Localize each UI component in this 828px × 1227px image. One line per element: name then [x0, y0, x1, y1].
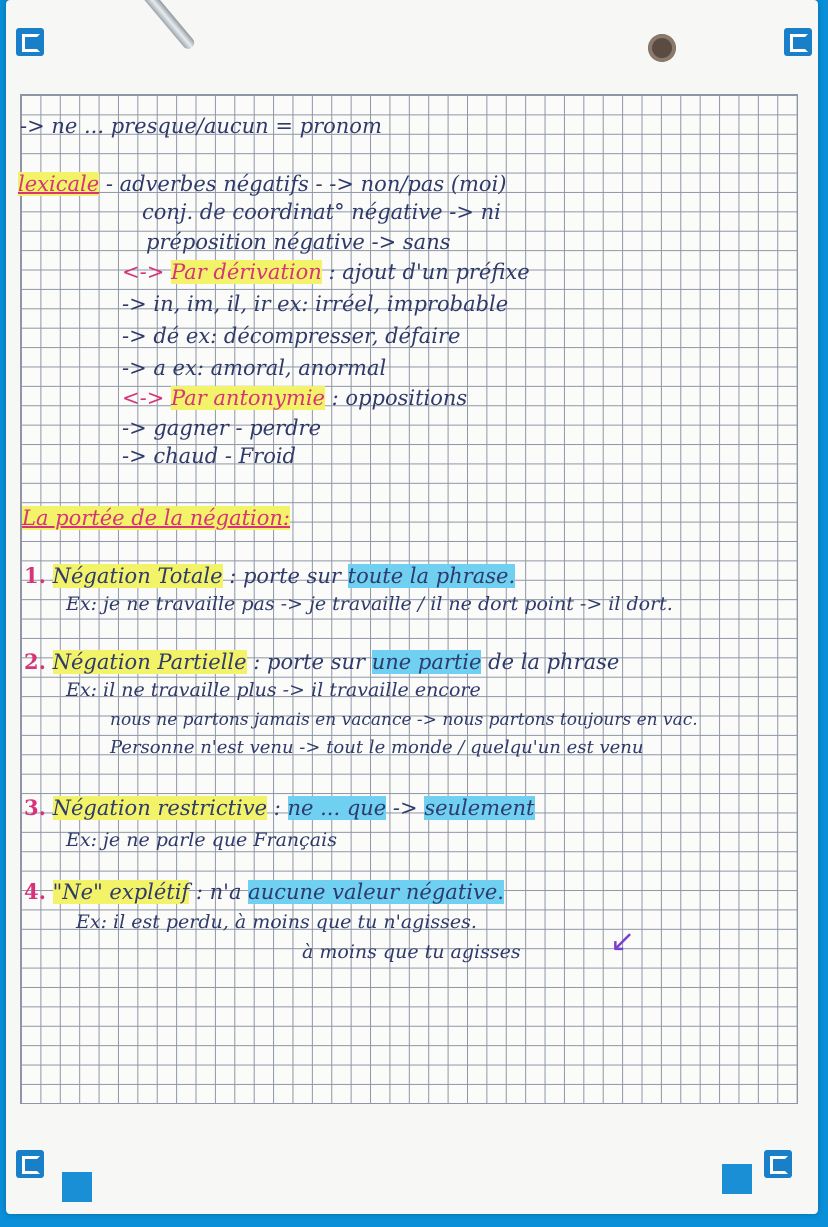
line-chaud: -> chaud - Froid [122, 444, 296, 468]
line-ex-3: Ex: je ne parle que Français [66, 829, 337, 851]
line-ex-4-b: à moins que tu agisses [302, 941, 521, 963]
line-lexicale [18, 172, 507, 196]
punch-hole [648, 34, 676, 62]
line-de: -> dé ex: décompresser, défaire [122, 324, 461, 348]
notebook-page [6, 0, 818, 1214]
text-adverbes: - adverbes négatifs - -> non/pas (moi) [105, 172, 507, 196]
text-negation-totale: Négation Totale [52, 564, 223, 588]
text-seulement: seulement [424, 796, 535, 820]
line-negation-totale [24, 564, 515, 588]
line-conj: conj. de coordinat° négative -> ni [142, 200, 501, 224]
text-toute-la-phrase: toute la phrase. [347, 564, 516, 588]
number-4: 4. [24, 879, 46, 904]
line-ex-2: Ex: il ne travaille plus -> il travaille encore [66, 679, 481, 701]
corner-logo-icon [16, 28, 44, 56]
line-a: -> a ex: amoral, anormal [122, 356, 387, 380]
number-1: 1. [24, 563, 46, 588]
heading-portee: La portée de la négation: [22, 506, 291, 530]
corner-logo-icon [764, 1150, 792, 1178]
arrow-icon: <-> [122, 386, 165, 410]
line-derivation [122, 260, 530, 284]
number-3: 3. [24, 795, 46, 820]
text-negation-restrictive: Négation restrictive [52, 796, 268, 820]
corner-logo-icon [16, 1150, 44, 1178]
line-ex-2-jamais: nous ne partons jamais en vacance -> nous partons toujours en vac. [110, 710, 698, 730]
text-porte-sur: : porte sur [253, 650, 366, 674]
text-antonymie: Par antonymie [170, 386, 325, 410]
blue-square [62, 1172, 92, 1202]
text-une-partie: une partie [371, 650, 482, 674]
line-presque: -> ne ... presque/aucun = pronom [20, 114, 382, 138]
line-antonymie [122, 386, 467, 410]
text-na: : n'a [195, 880, 242, 904]
text-ne-expletif: "Ne" explétif [52, 880, 190, 904]
text-colon: : [273, 796, 281, 820]
text-arrow: -> [392, 796, 418, 820]
blue-square [722, 1164, 752, 1194]
curved-arrow-icon: ↙ [610, 924, 636, 959]
line-negation-restrictive [24, 796, 535, 820]
arrow-icon: <-> [122, 260, 165, 284]
line-ex-2-personne: Personne n'est venu -> tout le monde / quelqu'un est venu [110, 737, 644, 758]
line-gagner: -> gagner - perdre [122, 416, 322, 440]
text-ne-que: ne ... que [287, 796, 387, 820]
heading-lexicale: lexicale [18, 172, 100, 196]
text-aucune-valeur: aucune valeur négative. [248, 880, 504, 904]
corner-logo-icon [784, 28, 812, 56]
line-ex-1: Ex: je ne travaille pas -> je travaille / il ne dort point -> il dort. [66, 593, 673, 615]
line-ex-4: Ex: il est perdu, à moins que tu n'agisses. [76, 911, 477, 933]
pen-clip [136, 0, 197, 51]
line-negation-partielle [24, 650, 619, 674]
text-prefixe: : ajout d'un préfixe [328, 260, 530, 284]
text-derivation: Par dérivation [170, 260, 322, 284]
line-ne-expletif [24, 880, 504, 904]
line-in-im: -> in, im, il, ir ex: irréel, improbable [122, 292, 509, 316]
text-porte-sur: : porte sur [229, 564, 341, 588]
text-de-la-phrase: de la phrase [488, 650, 620, 674]
line-preposition: préposition négative -> sans [146, 230, 451, 254]
text-negation-partielle: Négation Partielle [52, 650, 247, 674]
number-2: 2. [24, 649, 46, 674]
text-oppositions: : oppositions [331, 386, 468, 410]
